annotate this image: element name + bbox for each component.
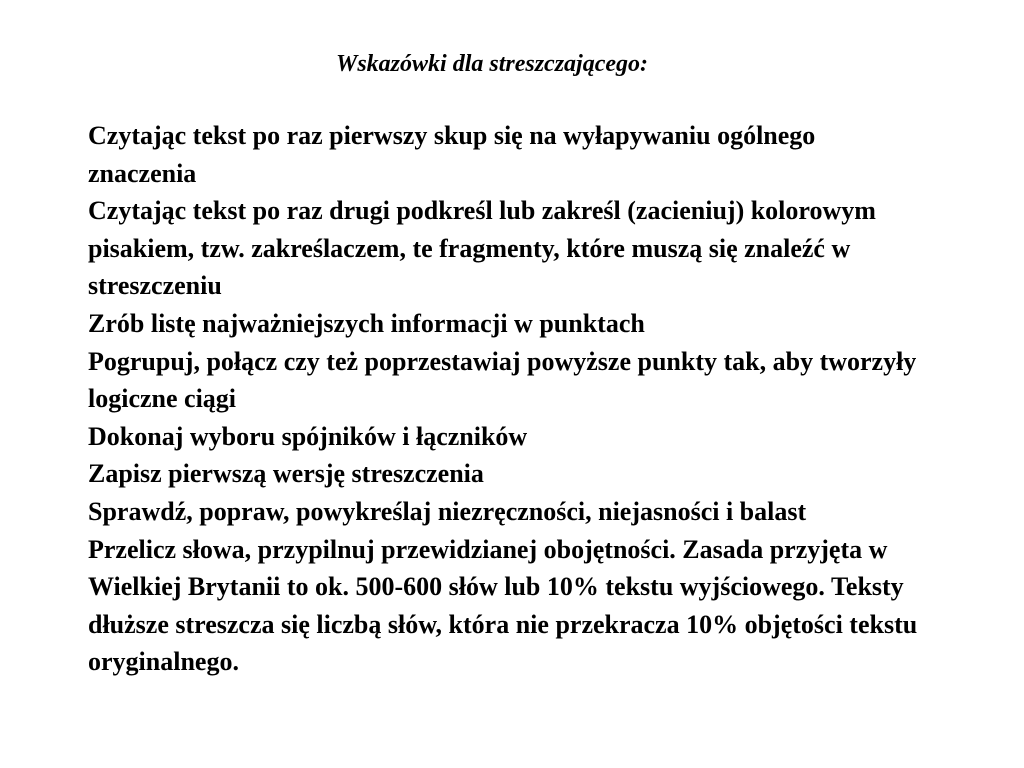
slide-title: Wskazówki dla streszczającego:	[336, 51, 648, 77]
instruction-item-8: Przelicz słowa, przypilnuj przewidzianej obojętności. Zasada przyjęta w Wielkiej Brytanii to ok. 500-600 słów lub 10% tekstu wyjściowego. Teksty dłuższe streszcza się liczbą słów, która nie przekracza 10% objętości tekstu oryginalnego.	[88, 534, 918, 677]
instruction-item-1: Czytając tekst po raz pierwszy skup się na wyłapywaniu ogólnego znaczenia	[88, 121, 816, 188]
instruction-item-6: Zapisz pierwszą wersję streszczenia	[88, 459, 484, 489]
instruction-item-3: Zrób listę najważniejszych informacji w punktach	[88, 308, 645, 338]
instruction-item-7: Sprawdź, popraw, powykreślaj niezręczności, niejasności i balast	[88, 496, 807, 526]
instruction-item-2: Czytając tekst po raz drugi podkreśl lub zakreśl (zacieniuj) kolorowym pisakiem, tzw. zakreślaczem, te fragmenty, które muszą się znaleźć w streszczeniu	[88, 196, 876, 301]
instruction-item-5: Dokonaj wyboru spójników i łączników	[88, 421, 528, 451]
instruction-list	[88, 117, 918, 681]
instruction-item-4: Pogrupuj, połącz czy też poprzestawiaj powyższe punkty tak, aby tworzyły logiczne ciągi	[88, 346, 917, 414]
